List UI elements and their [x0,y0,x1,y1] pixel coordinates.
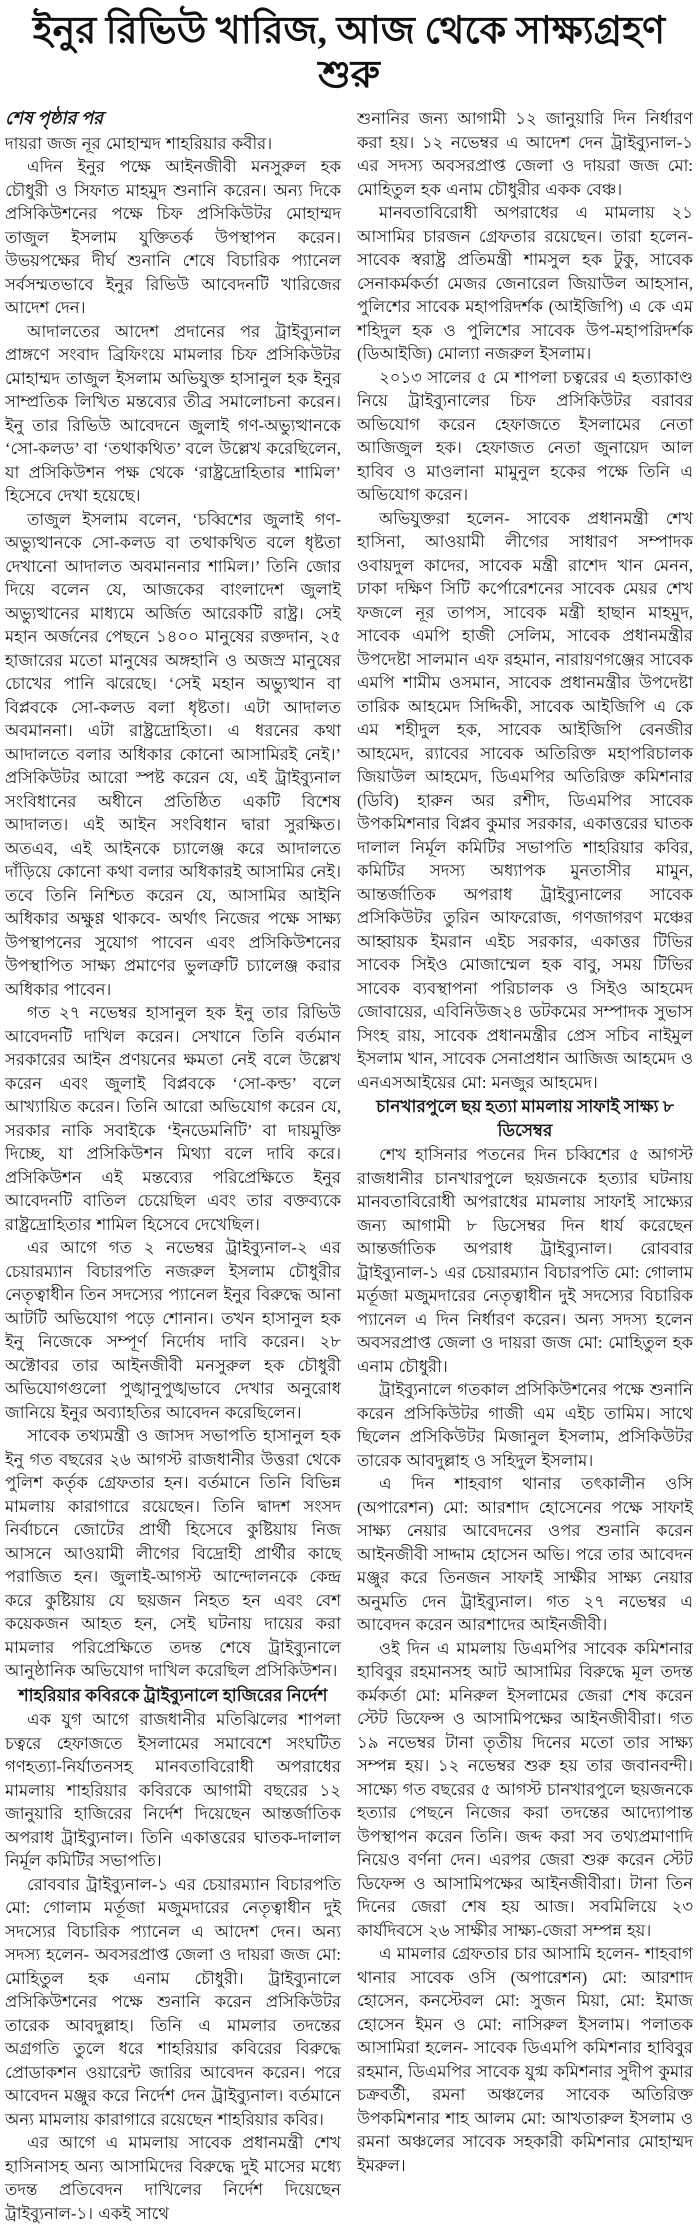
section-subhead: শাহরিয়ার কবিরকে ট্রাইব্যুনালে হাজিরের নির্দেশ [18,1685,328,1705]
continued-from-label: শেষ পৃষ্ঠার পর [5,108,104,129]
article-paragraph: এদিন ইনুর পক্ষে আইনজীবী মনসুরুল হক চৌধুরী ও সিফাত মাহমুদ শুনানি করেন। অন্য দিকে প্রসিকিউশনের পক্ষে চিফ প্রসিকিউটর মোহাম্মদ তাজুল ইসলাম যুক্তিতর্ক উপস্থাপন করেন। উভয়পক্ষের দীর্ঘ শুনানি শেষে বিচারিক প্যানেল সর্বসম্মতভাবে ইনুর রিভিউ আবেদনটি খারিজের আদেশ দেন। [5,157,341,318]
article-paragraph: শুনানির জন্য আগামী ১২ জানুয়ারি দিন নির্ধারণ করা হয়। ১২ নভেম্বর এ আদেশ দেন ট্রাইব্যুনাল-১ এর সদস্য অবসরপ্রাপ্ত জেলা ও দায়রা জজ মো: মোহিতুল হক এনাম চৌধুরীর একক বেঞ্চ। [357,109,693,199]
article-paragraph: ২০১৩ সালের ৫ মে শাপলা চত্বরের এ হত্যাকাণ্ড নিয়ে ট্রাইব্যুনালের চিফ প্রসিকিউটর বরাবর অভিযোগ করেন হেফাজতে ইসলামের নেতা আজিজুল হক। হেফাজত নেতা জুনায়েদ আল হাবিব ও মাওলানা মামুনুল হকের পক্ষে তিনি এ অভিযোগ করেন। [357,367,693,505]
left-column [5,107,341,2225]
right-column [357,107,693,2177]
article-paragraph: তাজুল ইসলাম বলেন, ‘চব্বিশের জুলাই গণ-অভ্যুত্থানকে সো-কলড বা তথাকথিত বলে ধৃষ্টতা দেখানো আদালত অবমাননার শামিল।’ তিনি জোর দিয়ে বলেন যে, আজকের বাংলাদেশ জুলাই অভ্যুত্থানের মাধ্যমে অর্জিত আরেকটি রাষ্ট্র। সেই মহান অর্জনের পেছনে ১৪০০ মানুষের রক্তদান, ২৫ হাজারের মতো মানুষের অঙ্গহানি ও অজস্র মানুষের চোখের পানি ঝরেছে। ‘সেই মহান অভ্যুত্থান বা বিপ্লবকে সো-কলড বলা ধৃষ্টতা। এটা আদালত অবমাননা। এটা রাষ্ট্রদ্রোহিতা। এ ধরনের কথা আদালতে বলার অধিকার কোনো আসামিরই নেই।’ প্রসিকিউটর আরো স্পষ্ট করেন যে, এই ট্রাইব্যুনাল সংবিধানের অধীনে প্রতিষ্ঠিত একটি বিশেষ আদালত। এই আইন সংবিধান দ্বারা সুরক্ষিত। অতএব, এই আইনকে চ্যালেঞ্জ করে আদালতে দাঁড়িয়ে কোনো কথা বলার অধিকারই আসামির নেই। তবে তিনি নিশ্চিত করেন যে, আসামির আইনি অধিকার অক্ষুণ্ণ থাকবে- অর্থাৎ নিজের পক্ষে সাক্ষ্য উপস্থাপনের সুযোগ পাবেন এবং প্রসিকিউশনের উপস্থাপিত সাক্ষ্য প্রমাণের ভুলত্রুটি চ্যালেঞ্জ করার অধিকার পাবেন। [5,509,341,999]
article-paragraph: দায়রা জজ নূর মোহাম্মদ শাহরিয়ার কবীর। [5,133,273,153]
article-paragraph: এর আগে এ মামলায় সাবেক প্রধানমন্ত্রী শেখ হাসিনাসহ অন্য আসামিদের বিরুদ্ধে দুই মাসের মধ্যে তদন্ত প্রতিবেদন দাখিলের নির্দেশ দিয়েছেন ট্রাইব্যুনাল-১। একই সাথে [5,2133,341,2223]
article-paragraph: ওই দিন এ মামলায় ডিএমপির সাবেক কমিশনার হাবিবুর রহমানসহ আট আসামির বিরুদ্ধে মূল তদন্ত কর্মকর্তা মো: মনিরুল ইসলামের জেরা শেষ করেন স্টেট ডিফেন্স ও আসামিপক্ষের আইনজীবীরা। গত ১৯ নভেম্বর টানা তৃতীয় দিনের মতো তার সাক্ষ্য সম্পন্ন হয়। ১২ নভেম্বর শুরু হয় তার জবানবন্দী। সাক্ষ্যে গত বছরের ৫ আগস্ট চানখারপুলে ছয়জনকে হত্যার পেছনে নিজের করা তদন্তের আদ্যোপান্ত উপস্থাপন করেন তিনি। জব্দ করা সব তথ্যপ্রমাণাদি নিয়েও বর্ণনা দেন। এরপর জেরা শুরু করেন স্টেট ডিফেন্স ও আসামিপক্ষের আইনজীবীরা। টানা তিন দিনের জেরা শেষ হয় আজ। সবমিলিয়ে ২৩ কার্যদিবসে ২৬ সাক্ষীর সাক্ষ্য-জেরা সম্পন্ন হয়। [357,1638,693,1940]
article-paragraph: ট্রাইব্যুনালে গতকাল প্রসিকিউশনের পক্ষে শুনানি করেন প্রসিকিউটর গাজী এম এইচ তামিম। সাথে ছিলেন প্রসিকিউটর মিজানুল ইসলাম, প্রসিকিউটর তারেক আবদুল্লাহ ও সহিদুল ইসলাম। [357,1380,693,1470]
article-paragraph: শেখ হাসিনার পতনের দিন চব্বিশের ৫ আগস্ট রাজধানীর চানখারপুলে ছয়জনকে হত্যার ঘটনায় মানবতাবিরোধী অপরাধের মামলায় সাফাই সাক্ষ্যের জন্য আগামী ৮ ডিসেম্বর দিন ধার্য করেছেন আন্তর্জাতিক অপরাধ ট্রাইব্যুনাল। রোববার ট্রাইব্যুনাল-১ এর চেয়ারম্যান বিচারপতি মো: গোলাম মর্তূজা মজুমদারের নেতৃত্বাধীন দুই সদস্যের বিচারিক প্যানেল এ দিন নির্ধারণ করেন। অন্য সদস্য হলেন অবসরপ্রাপ্ত জেলা ও দায়রা জজ মো: মোহিতুল হক এনাম চৌধুরী। [357,1145,693,1376]
section-subhead: চানখারপুলে ছয় হত্যা মামলায় সাফাই সাক্ষ্য ৮ ডিসেম্বর [376,1097,674,1140]
article-columns [5,107,693,2225]
article-paragraph: এক যুগ আগে রাজধানীর মতিঝিলের শাপলা চত্বরে হেফাজতে ইসলামের সমাবেশে সংঘটিত গণহত্যা-নির্যাতনসহ মানবতাবিরোধী অপরাধের মামলায় শাহরিয়ার কবিরকে আগামী বছরের ১২ জানুয়ারি হাজিরের নির্দেশ দিয়েছেন আন্তর্জাতিক অপরাধ ট্রাইব্যুনাল। তিনি একাত্তরের ঘাতক-দালাল নির্মূল কমিটির সভাপতি। [5,1710,341,1871]
article-paragraph: এর আগে গত ২ নভেম্বর ট্রাইব্যুনাল-২ এর চেয়ারম্যান বিচারপতি নজরুল ইসলাম চৌধুরীর নেতৃত্বাধীন তিন সদস্যের প্যানেল ইনুর বিরুদ্ধে আনা আটটি অভিযোগ পড়ে শোনান। তখন হাসানুল হক ইনু নিজেকে সম্পূর্ণ নির্দোষ দাবি করেন। ২৮ অক্টোবর তার আইনজীবী মনসুরুল হক চৌধুরী অভিযোগগুলো পুঙ্খানুপুঙ্খভাবে দেখার অনুরোধ জানিয়ে ইনুর অব্যাহতির আবেদন করেছিলেন। [5,1238,341,1422]
article-paragraph: মানবতাবিরোধী অপরাধের এ মামলায় ২১ আসামির চারজন গ্রেফতার রয়েছেন। তারা হলেন- সাবেক স্বরাষ্ট্র প্রতিমন্ত্রী শামসুল হক টুকু, সাবেক সেনাকর্মকর্তা মেজর জেনারেল জিয়াউল আহসান, পুলিশের সাবেক মহাপরিদর্শক (আইজিপি) এ কে এম শহিদুল হক ও পুলিশের সাবেক উপ-মহাপরিদর্শক (ডিআইজি) মোল্যা নজরুল ইসলাম। [357,203,693,364]
article-paragraph: রোববার ট্রাইব্যুনাল-১ এর চেয়ারম্যান বিচারপতি মো: গোলাম মর্তূজা মজুমদারের নেতৃত্বাধীন দুই সদস্যের বিচারিক প্যানেল এ আদেশ দেন। অন্য সদস্য হলেন- অবসরপ্রাপ্ত জেলা ও দায়রা জজ মো: মোহিতুল হক এনাম চৌধুরী। ট্রাইব্যুনালে প্রসিকিউশনের পক্ষে শুনানি করেন প্রসিকিউটর তারেক আবদুল্লাহ। তিনি এ মামলার তদন্তের অগ্রগতি তুলে ধরে শাহরিয়ার কবিরের বিরুদ্ধে প্রোডাকশন ওয়ারেন্ট জারির আবেদন করেন। পরে আবেদন মঞ্জুর করে নির্দেশ দেন ট্রাইব্যুনাল। বর্তমানে অন্য মামলায় কারাগারে রয়েছেন শাহরিয়ার কবির। [5,1874,341,2129]
left-column-blocks [5,132,341,2225]
article-paragraph: আদালতের আদেশ প্রদানের পর ট্রাইব্যুনাল প্রাঙ্গণে সংবাদ ব্রিফিংয়ে মামলার চিফ প্রসিকিউটর মোহাম্মদ তাজুল ইসলাম অভিযুক্ত হাসানুল হক ইনুর সাম্প্রতিক লিখিত মন্তব্যের তীব্র সমালোচনা করেন। ইনু তার রিভিউ আবেদনে জুলাই গণ-অভ্যুত্থানকে ‘সো-কলড’ বা ‘তথাকথিত’ বলে উল্লেখ করেছিলেন, যা প্রসিকিউশন পক্ষ থেকে ‘রাষ্ট্রদ্রোহিতার শামিল’ হিসেবে দেখা হয়েছে। [5,321,341,506]
article-headline: ইনুর রিভিউ খারিজ, আজ থেকে সাক্ষ্যগ্রহণ শুরু [32,10,666,96]
article-paragraph: অভিযুক্তরা হলেন- সাবেক প্রধানমন্ত্রী শেখ হাসিনা, আওয়ামী লীগের সাধারণ সম্পাদক ওবায়দুল কাদের, সাবেক মন্ত্রী রাশেদ খান মেনন, ঢাকা দক্ষিণ সিটি কর্পোরেশনের সাবেক মেয়র শেখ ফজলে নূর তাপস, সাবেক মন্ত্রী হাছান মাহমুদ, সাবেক এমপি হাজী সেলিম, সাবেক প্রধানমন্ত্রীর উপদেষ্টা সালমান এফ রহমান, নারায়ণগঞ্জের সাবেক এমপি শামীম ওসমান, সাবেক প্রধানমন্ত্রীর উপদেষ্টা তারিক আহমেদ সিদ্দিকী, সাবেক আইজিপি এ কে এম শহীদুল হক, সাবেক আইজিপি বেনজীর আহমেদ, র‍্যাবের সাবেক অতিরিক্ত মহাপরিচালক জিয়াউল আহমেদ, ডিএমপির অতিরিক্ত কমিশনার (ডিবি) হারুন অর রশীদ, ডিএমপির সাবেক উপকমিশনার বিপ্লব কুমার সরকার, একাত্তরের ঘাতক দালাল নির্মূল কমিটির সভাপতি শাহরিয়ার কবির, কমিটির সদস্য অধ্যাপক মুনতাসীর মামুন, আন্তর্জাতিক অপরাধ ট্রাইব্যুনালের সাবেক প্রসিকিউটর তুরিন আফরোজ, গণজাগরণ মঞ্চের আহ্বায়ক ইমরান এইচ সরকার, একাত্তর টিভির সাবেক সিইও মোজাম্মেল হক বাবু, সময় টিভির সাবেক ব্যবস্থাপনা পরিচালক ও সিইও আহমেদ জোবায়ের, এবিনিউজ২৪ ডটকমের সম্পাদক সুভাস সিংহ রায়, সাবেক প্রধানমন্ত্রীর প্রেস সচিব নাইমুল ইসলাম খান, সাবেক সেনাপ্রধান আজিজ আহমেদ ও এনএসআইয়ের মো: মনজুর আহমেদ। [357,508,693,1092]
article-paragraph: সাবেক তথ্যমন্ত্রী ও জাসদ সভাপতি হাসানুল হক ইনু গত বছরের ২৬ আগস্ট রাজধানীর উত্তরা থেকে পুলিশ কর্তৃক গ্রেফতার হন। বর্তমানে তিনি বিভিন্ন মামলায় কারাগারে রয়েছেন। তিনি দ্বাদশ সংসদ নির্বাচনে জোটের প্রার্থী হিসেবে কুষ্টিয়ায় নিজ আসনে আওয়ামী লীগের বিদ্রোহী প্রার্থীর কাছে পরাজিত হন। জুলাই-আগস্ট আন্দোলনকে কেন্দ্র করে কুষ্টিয়ায় যে ছয়জন নিহত হন এবং বেশ কয়েকজন আহত হন, সেই ঘটনায় দায়ের করা মামলার পরিপ্রেক্ষিতে তদন্ত শেষে ট্রাইব্যুনালে আনুষ্ঠানিক অভিযোগ দাখিল করেছিল প্রসিকিউশন। [5,1426,341,1681]
article-paragraph: এ দিন শাহবাগ থানার তৎকালীন ওসি (অপারেশন) মো: আরশাদ হোসেনের পক্ষে সাফাই সাক্ষ্য নেয়ার আবেদনের ওপর শুনানি করেন আইনজীবী সাদ্দাম হোসেন অভি। পরে তার আবেদন মঞ্জুর করে তিনজন সাফাই সাক্ষীর সাক্ষ্য নেয়ার অনুমতি দেন ট্রাইব্যুনাল। গত ২৭ নভেম্বর এ আবেদন করেন আরশাদের আইনজীবী। [357,1474,693,1635]
right-column-blocks [357,107,693,2177]
article-paragraph: এ মামলার গ্রেফতার চার আসামি হলেন- শাহবাগ থানার সাবেক ওসি (অপারেশন) মো: আরশাদ হোসেন, কনস্টেবল মো: সুজন মিয়া, মো: ইমাজ হোসেন ইমন ও মো: নাসিরুল ইসলাম। পলাতক আসামিরা হলেন- সাবেক ডিএমপি কমিশনার হাবিবুর রহমান, ডিএমপির সাবেক যুগ্ম কমিশনার সুদীপ কুমার চক্রবর্তী, রমনা অঞ্চলের সাবেক অতিরিক্ত উপকমিশনার শাহ আলম মো: আখতারুল ইসলাম ও রমনা অঞ্চলের সাবেক সহকারী কমিশনার মোহাম্মদ ইমরুল। [357,1944,693,2175]
article-paragraph: গত ২৭ নভেম্বর হাসানুল হক ইনু তার রিভিউ আবেদনটি দাখিল করেন। সেখানে তিনি বর্তমান সরকারের আইন প্রণয়নের ক্ষমতা নেই বলে উল্লেখ করেন এবং জুলাই বিপ্লবকে ‘সো-কল্ড’ বলে আখ্যায়িত করেন। তিনি আরো অভিযোগ করেন যে, সরকার নাকি সবাইকে ‘ইনডেমনিটি’ বা দায়মুক্তি দিচ্ছে, যা প্রসিকিউশন মিথ্যা বলে দাবি করে। প্রসিকিউশন এই মন্তব্যের পরিপ্রেক্ষিতে ইনুর আবেদনটি বাতিল চেয়েছিল এবং তার বক্তব্যকে রাষ্ট্রদ্রোহিতার শামিল হিসেবে দেখেছিল। [5,1003,341,1234]
